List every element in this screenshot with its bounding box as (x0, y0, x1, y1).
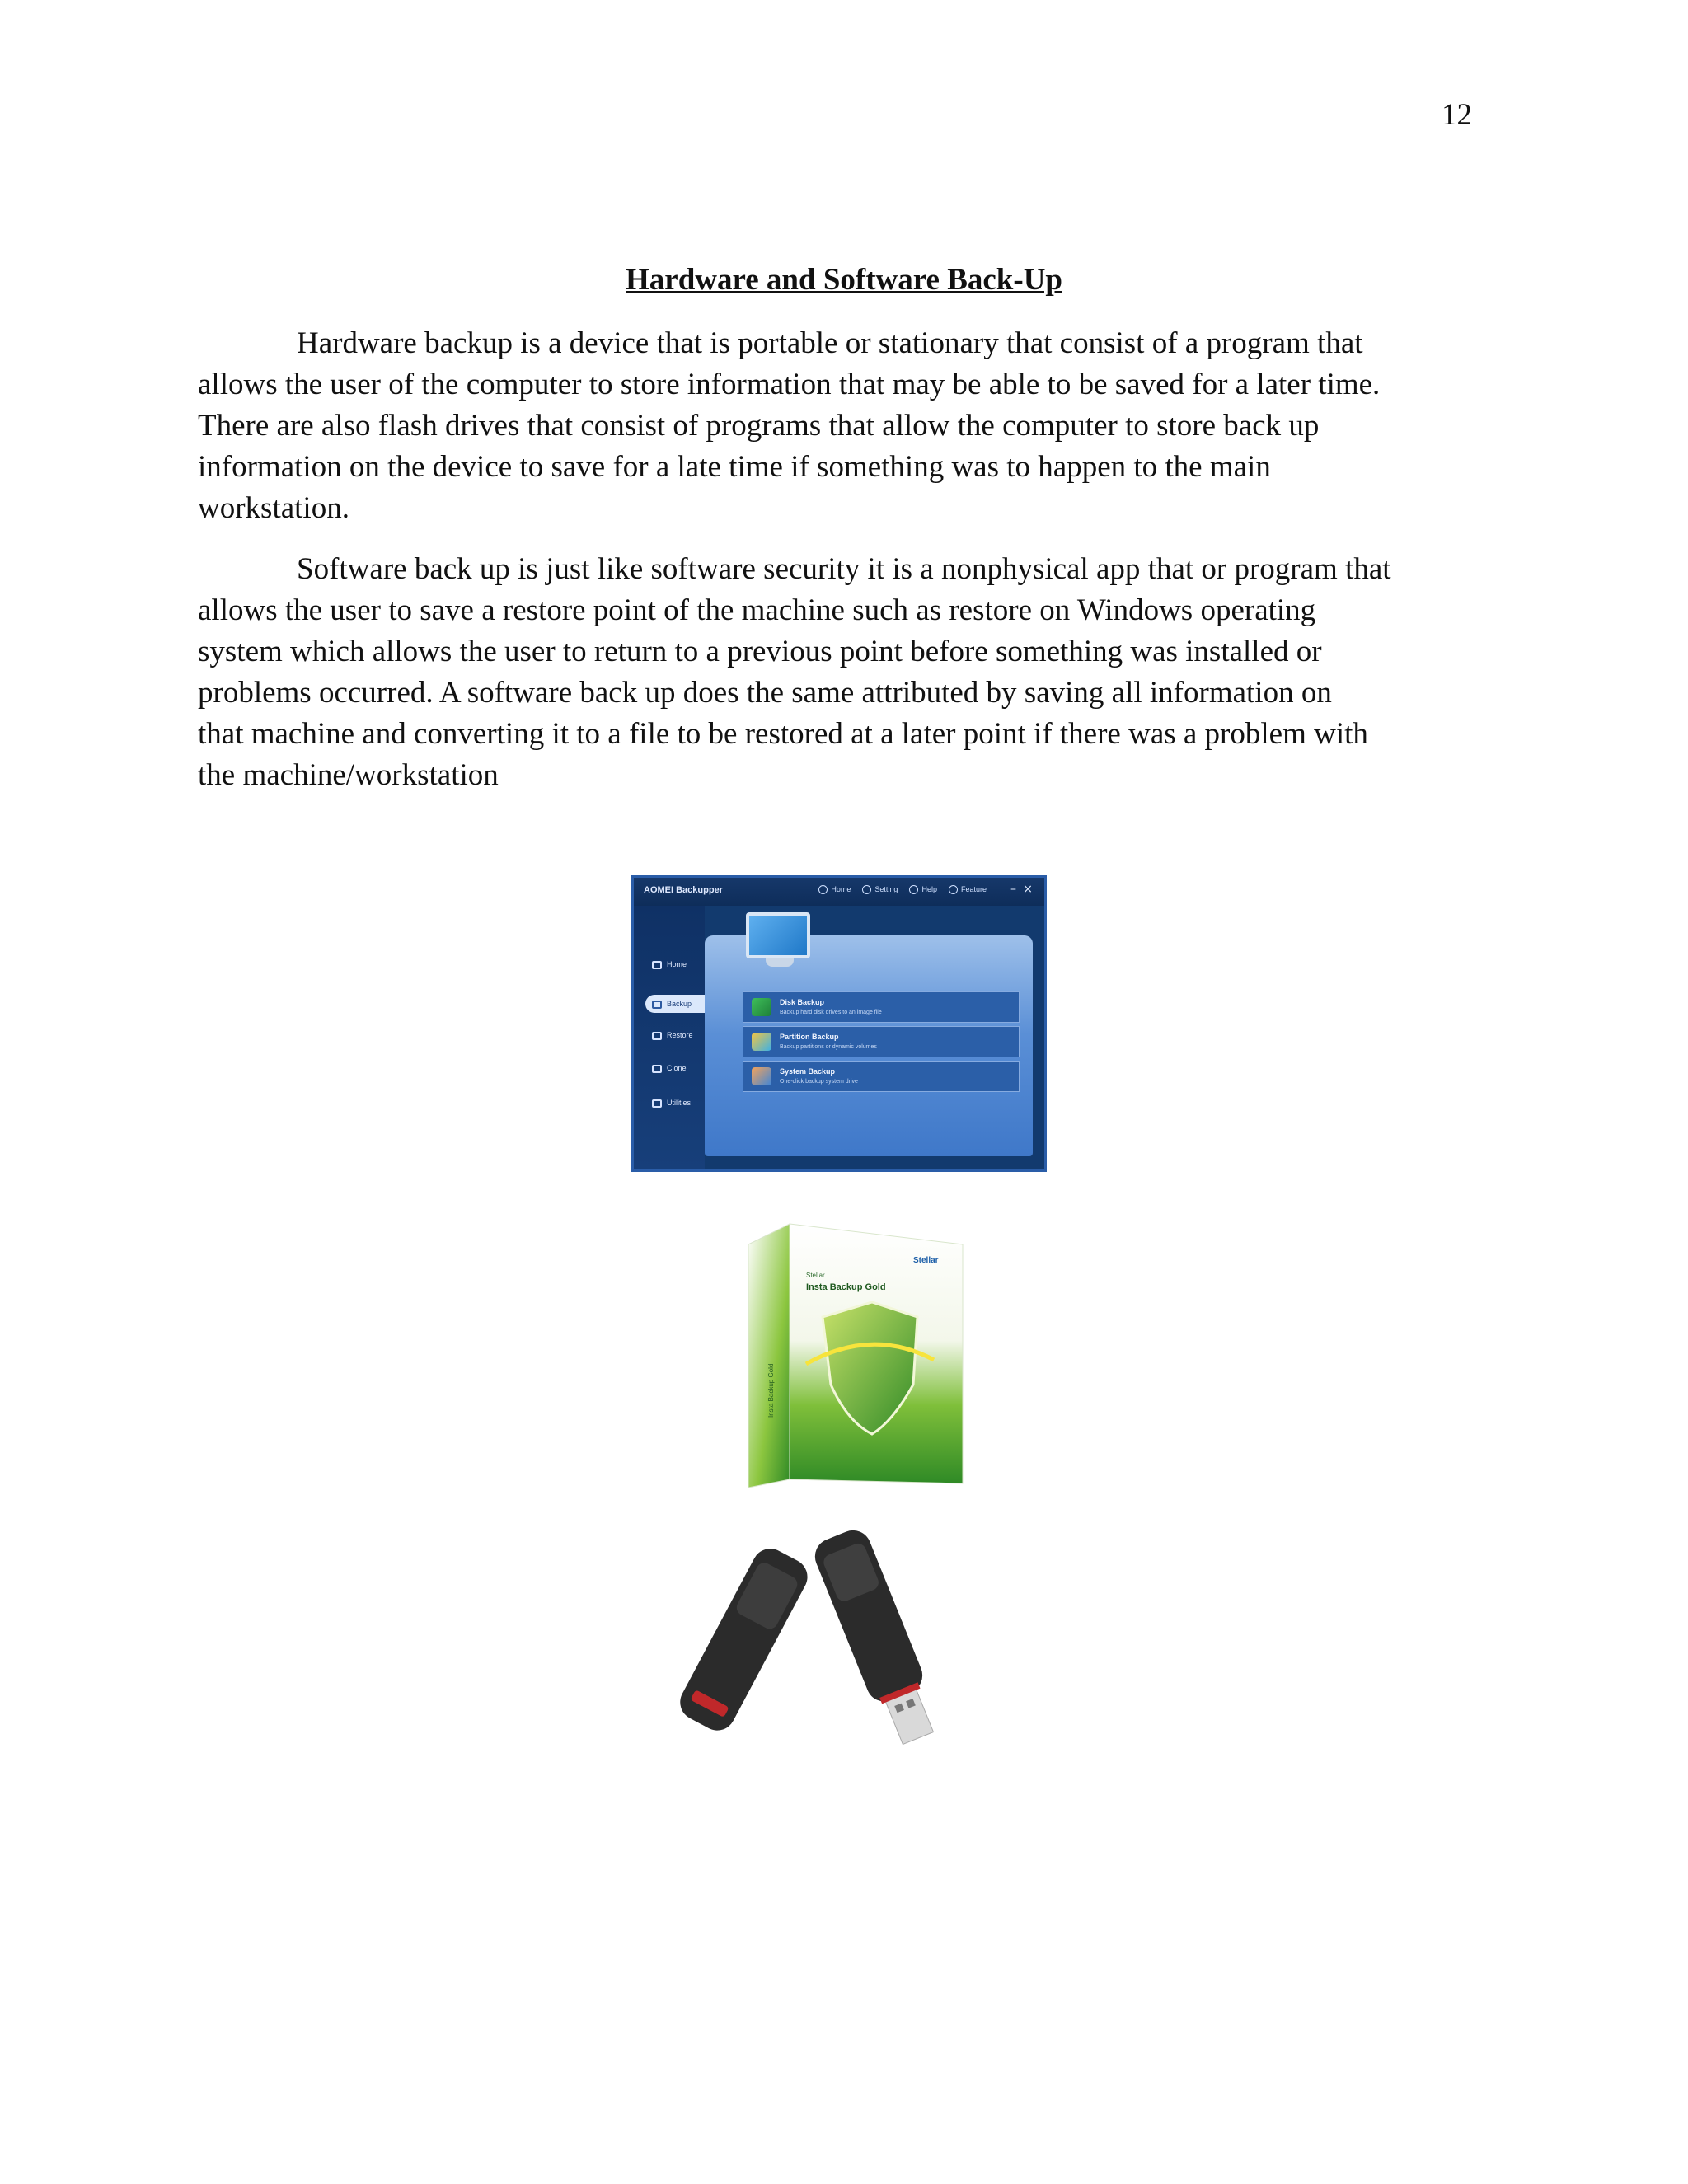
help-icon (909, 885, 918, 894)
usb-drive-open (809, 1525, 945, 1749)
app-top-menu (818, 885, 987, 894)
menu-feature (949, 885, 987, 894)
backup-icon (652, 1001, 662, 1009)
box-brand-small: Stellar (806, 1272, 825, 1279)
sidebar-item-label: Utilities (667, 1099, 692, 1107)
sidebar-item-utilities (652, 1099, 703, 1113)
option-title: Partition Backup (780, 1033, 839, 1041)
text-line: allows the user to save a restore point of the machine such as restore on Windows operating (198, 593, 1316, 627)
app-title: AOMEI Backupper (644, 885, 723, 895)
option-desc: Backup partitions or dynamic volumes (780, 1044, 877, 1050)
partition-backup-icon (752, 1033, 771, 1051)
menu-home (818, 885, 851, 894)
clone-icon (652, 1065, 662, 1073)
text-line: Software back up is just like software security it is a nonphysical app that or program that (297, 552, 1391, 586)
text-line: workstation. (198, 491, 349, 525)
box-spine-text: Insta Backup Gold (767, 1363, 775, 1418)
page-title: Hardware and Software Back-Up (626, 263, 1062, 297)
monitor-stand (766, 958, 794, 967)
home-icon (652, 961, 662, 969)
option-title: Disk Backup (780, 998, 825, 1006)
box-brand-logo: Stellar (913, 1256, 939, 1265)
sidebar-item-clone (652, 1064, 703, 1079)
system-backup-icon (752, 1067, 771, 1085)
home-icon (818, 885, 828, 894)
text-line: There are also flash drives that consist of programs that allow the computer to store back up (198, 409, 1320, 443)
menu-label: Help (921, 885, 937, 893)
sidebar-item-label: Home (667, 960, 687, 968)
disk-backup-icon (752, 998, 771, 1016)
text-line: Hardware backup is a device that is portable or stationary that consist of a program that (297, 326, 1363, 360)
menu-setting (862, 885, 898, 894)
menu-label: Setting (874, 885, 898, 893)
paragraph-hardware-backup (198, 323, 1484, 529)
text-line: problems occurred. A software back up does the same attributed by saving all information on (198, 676, 1332, 710)
feature-icon (949, 885, 958, 894)
option-title: System Backup (780, 1067, 836, 1076)
text-line: allows the user of the computer to store information that may be able to be saved for a later time. (198, 368, 1381, 401)
usb-drive-closed (674, 1542, 814, 1736)
option-partition-backup (743, 1026, 1020, 1057)
usb-drives-image (666, 1518, 1012, 1765)
text-line: system which allows the user to return to a previous point before something was installed or (198, 635, 1322, 668)
sidebar-item-home (652, 960, 703, 975)
utilities-icon (652, 1099, 662, 1108)
restore-icon (652, 1032, 662, 1040)
menu-label: Feature (960, 885, 987, 893)
gear-icon (862, 885, 871, 894)
monitor-icon (746, 912, 810, 958)
minimize-icon: – (1010, 883, 1016, 896)
page-number: 12 (1442, 98, 1472, 132)
paragraph-software-backup (198, 549, 1484, 796)
close-icon: × (1023, 883, 1033, 896)
option-desc: One-click backup system drive (780, 1079, 858, 1085)
app-sidebar (634, 906, 705, 1169)
app-titlebar (634, 878, 1044, 906)
software-box-image (740, 1220, 971, 1492)
box-product-name: Insta Backup Gold (806, 1282, 886, 1292)
option-disk-backup (743, 991, 1020, 1023)
text-line: that machine and converting it to a file to be restored at a later point if there was a problem with (198, 717, 1368, 751)
sidebar-item-restore (652, 1031, 703, 1046)
box-side (748, 1224, 790, 1488)
menu-help (909, 885, 937, 894)
menu-label: Home (831, 885, 851, 893)
option-system-backup (743, 1061, 1020, 1092)
backup-app-screenshot (631, 875, 1047, 1172)
text-line: information on the device to save for a late time if something was to happen to the main (198, 450, 1271, 484)
sidebar-item-label: Restore (667, 1031, 693, 1039)
text-line: the machine/workstation (198, 758, 499, 792)
sidebar-item-label: Clone (667, 1064, 687, 1072)
sidebar-item-backup (645, 995, 705, 1013)
option-desc: Backup hard disk drives to an image file (780, 1010, 882, 1015)
sidebar-item-label: Backup (667, 1000, 692, 1008)
